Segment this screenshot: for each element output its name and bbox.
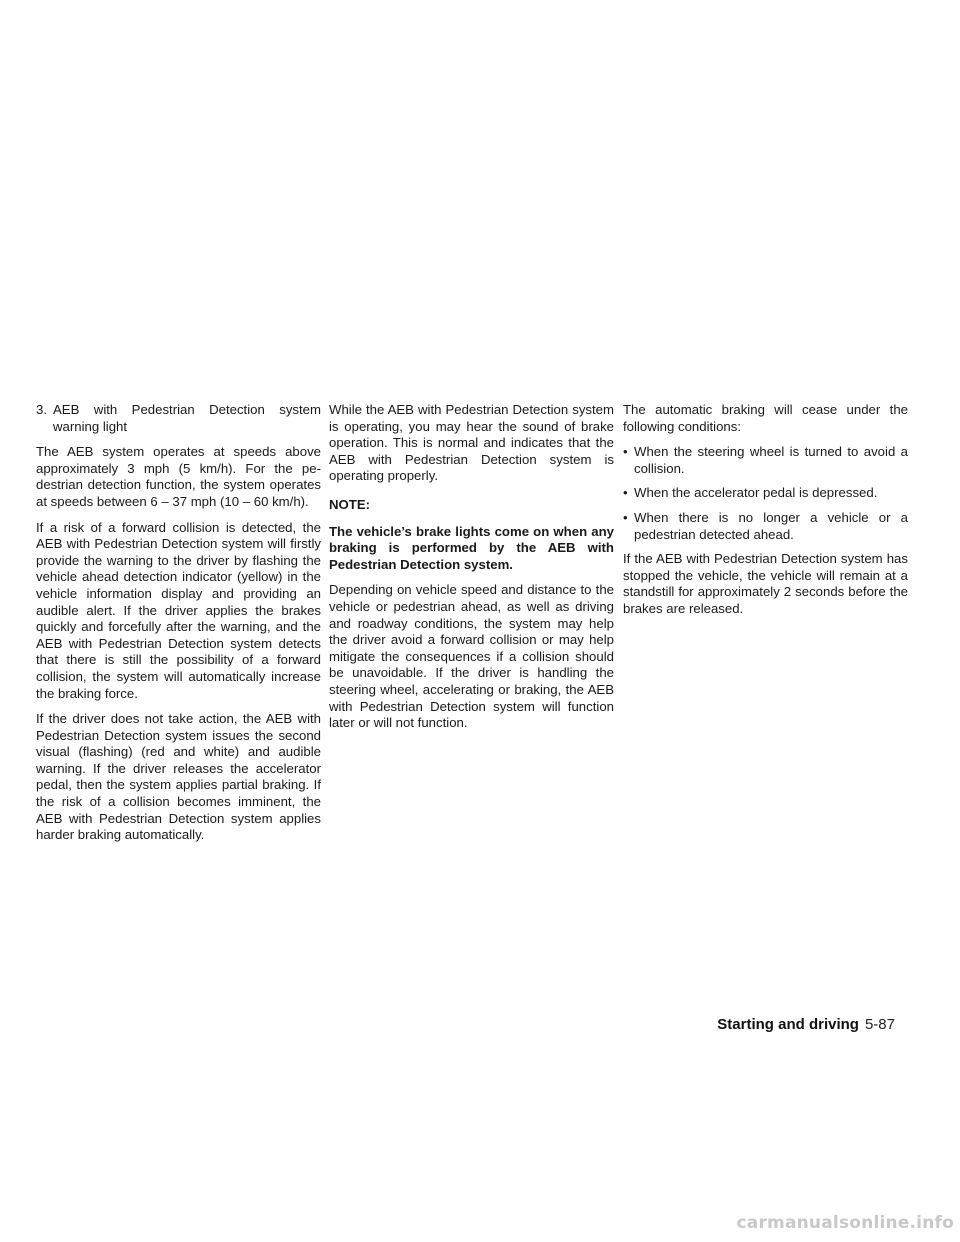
paragraph-conditions: Depending on vehicle speed and distance to the vehicle or pedestrian ahead, as well as driving and roadway conditions, the system may help the driver avoid a forward collision or may help mitigate the consequences if a collision should be unavoidable. If the driver is handling the steering wheel, accelerating or braking, the AEB with Pedestrian Detection system will function later or will not function. <box>329 582 614 731</box>
paragraph-standstill: If the AEB with Pedestrian Detection system has stopped the vehicle, the vehicle will remain at a standstill for approximately 2 seconds before the brakes are released. <box>623 551 908 616</box>
paragraph-operating-speeds: The AEB system operates at speeds above approximately 3 mph (5 km/h). For the pedestrian detection function, the system operates at speeds between 6 – 37 mph (10 – 60 km/h). <box>36 444 321 509</box>
list-item <box>623 444 908 477</box>
list-item <box>623 485 908 502</box>
text-column-left <box>36 402 321 853</box>
list-item-text: When the steering wheel is turned to avoid a collision. <box>634 444 908 476</box>
footer-page-number: 5-87 <box>864 1016 895 1033</box>
item-number: 3. <box>36 402 47 417</box>
paragraph-brake-sound: While the AEB with Pedestrian Detection system is operating, you may hear the sound of brake operation. This is normal and indicates that the AEB with Pedestrian Detection system is operating properly. <box>329 402 614 484</box>
watermark: carmanualsonline.info <box>736 1213 954 1233</box>
text-column-right <box>623 402 908 627</box>
bullet-marker: • <box>623 444 628 460</box>
paragraph-forward-collision-warning: If a risk of a forward collision is detected, the AEB with Pedestrian Detection system will firstly provide the warning to the driver by flashing the vehicle ahead detection indicator (yellow) in the vehicle information display and providing an audible alert. If the driver applies the brakes quickly and forcefully after the warning, and the AEB with Pedestrian Detection system detects that there is still the possibility of a forward collision, the system will automatically increase the braking force. <box>36 519 321 701</box>
bullet-list <box>623 444 908 543</box>
footer-section-title: Starting and driving <box>717 1016 859 1033</box>
list-item-text: When the accelerator pedal is depressed. <box>634 485 878 501</box>
text-column-middle <box>329 402 614 741</box>
numbered-item-3 <box>36 402 321 435</box>
paragraph-braking-cease: The automatic braking will cease under the following conditions: <box>623 402 908 434</box>
list-item-text: When there is no longer a vehicle or a pedestrian detected ahead. <box>634 509 908 542</box>
list-item <box>623 510 908 543</box>
paragraph-second-warning: If the driver does not take action, the AEB with Pedestrian Detection system issues the second visual (flashing) (red and white) and audible warning. If the driver releases the accelerator pedal, then the system applies partial braking. If the risk of a collision becomes imminent, the AEB with Pedestrian Detection system applies harder braking automatically. <box>36 711 321 843</box>
bullet-marker: • <box>623 485 628 501</box>
note-text: The vehicle’s brake lights come on when any braking is performed by the AEB with Pedestrian Detection system. <box>329 523 614 572</box>
bullet-marker: • <box>623 509 628 525</box>
note-heading: NOTE: <box>329 496 371 512</box>
item-text: AEB with Pedestrian Detection system warning light <box>53 402 321 434</box>
page-footer <box>640 1016 895 1033</box>
